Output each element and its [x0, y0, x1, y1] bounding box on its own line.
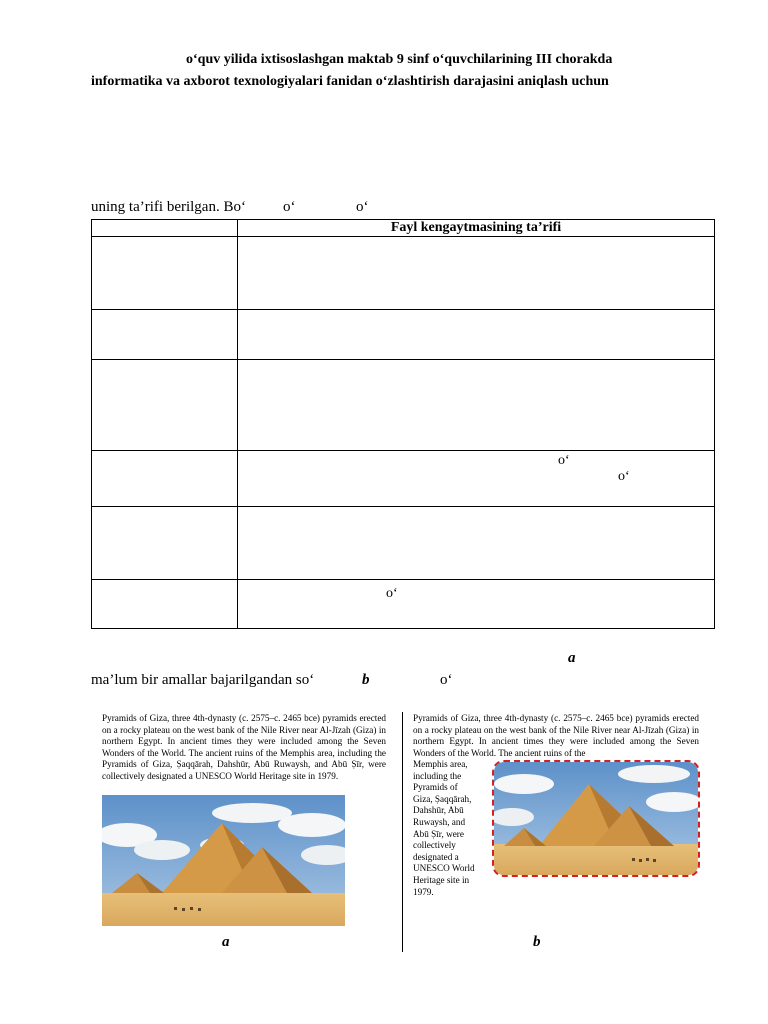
- extension-cell: [92, 580, 238, 629]
- description-fragment: o‘: [558, 453, 570, 468]
- wrapped-line: 1979.: [413, 886, 434, 897]
- example-b-wrapped-text: [413, 759, 493, 898]
- extension-column-header: [92, 220, 238, 237]
- extension-cell: [92, 451, 238, 507]
- table-header-row: [92, 220, 715, 237]
- caption-a: a: [222, 934, 230, 950]
- description-cell: [238, 310, 715, 360]
- intro-text: uning ta’rifi berilgan. Bo‘: [91, 199, 246, 215]
- extension-table: [91, 219, 715, 629]
- wrapped-line: Dahshūr, Abū: [413, 805, 464, 816]
- question-fragment: o‘: [440, 672, 453, 688]
- document-title-line-2: informatika va axborot texnologiyalari fanidan o‘zlashtirish darajasini aniqlash uchun: [91, 74, 609, 89]
- wrapped-line: designated a: [413, 851, 459, 862]
- example-a-paragraph: Pyramids of Giza, three 4th-dynasty (c. 2575–c. 2465 bce) pyramids erected on a rocky plateau on the west bank of the Nile River near Al-Jīzah (Giza) in northern Egypt. In ancient times they were included among the Seven Wonders of the World. The ancient ruins of the Memphis area, including the Pyramids of Giza, Ṣaqqārah, Dahshūr, Abū Ruwaysh, and Abū Ṣīr, were collectively designated a UNESCO World Heritage site in 1979.: [102, 713, 386, 781]
- extension-cell: [92, 310, 238, 360]
- wrapped-line: collectively: [413, 840, 456, 851]
- wrapped-line: Pyramids of: [413, 782, 458, 793]
- wrapped-line: Giza, Ṣaqqārah,: [413, 793, 472, 804]
- pyramids-image-b: [494, 762, 698, 875]
- wrapped-line: Abū Ṣīr, were: [413, 828, 464, 839]
- extension-cell: [92, 360, 238, 451]
- document-title-line-1: o‘quv yilida ixtisoslashgan maktab 9 sinf o‘quvchilarining III chorakda: [186, 52, 613, 67]
- table-row: [92, 451, 715, 507]
- table-row: [92, 507, 715, 580]
- description-cell: [238, 580, 715, 629]
- description-column-header: Fayl kengaytmasining ta’rifi: [238, 220, 715, 237]
- description-cell: [238, 237, 715, 310]
- question-text: ma’lum bir amallar bajarilgandan so‘: [91, 672, 315, 688]
- label-b: b: [362, 672, 370, 688]
- label-a: a: [568, 650, 576, 666]
- panel-divider: [402, 712, 403, 952]
- table-row: [92, 237, 715, 310]
- table-row: [92, 360, 715, 451]
- wrapped-line: Heritage site in: [413, 874, 470, 885]
- table-row: [92, 580, 715, 629]
- description-cell: [238, 507, 715, 580]
- wrapped-line: UNESCO World: [413, 863, 475, 874]
- intro-fragment: o‘: [283, 199, 296, 215]
- description-fragment: o‘: [618, 469, 630, 484]
- pyramids-image-a: [102, 795, 345, 926]
- table-row: [92, 310, 715, 360]
- wrapped-line: including the: [413, 770, 462, 781]
- wrapped-line: Ruwaysh, and: [413, 816, 466, 827]
- extension-cell: [92, 507, 238, 580]
- description-cell: [238, 360, 715, 451]
- extension-cell: [92, 237, 238, 310]
- wrapped-line: Memphis area,: [413, 759, 468, 769]
- example-b-paragraph-top: Pyramids of Giza, three 4th-dynasty (c. 2575–c. 2465 bce) pyramids erected on a rocky plateau on the west bank of the Nile River near Al-Jīzah (Giza) in northern Egypt. In ancient times they were included among the Seven Wonders of the World. The ancient ruins of the: [413, 713, 699, 758]
- description-cell: [238, 451, 715, 507]
- description-fragment: o‘: [386, 586, 398, 601]
- caption-b: b: [533, 934, 541, 950]
- intro-fragment: o‘: [356, 199, 369, 215]
